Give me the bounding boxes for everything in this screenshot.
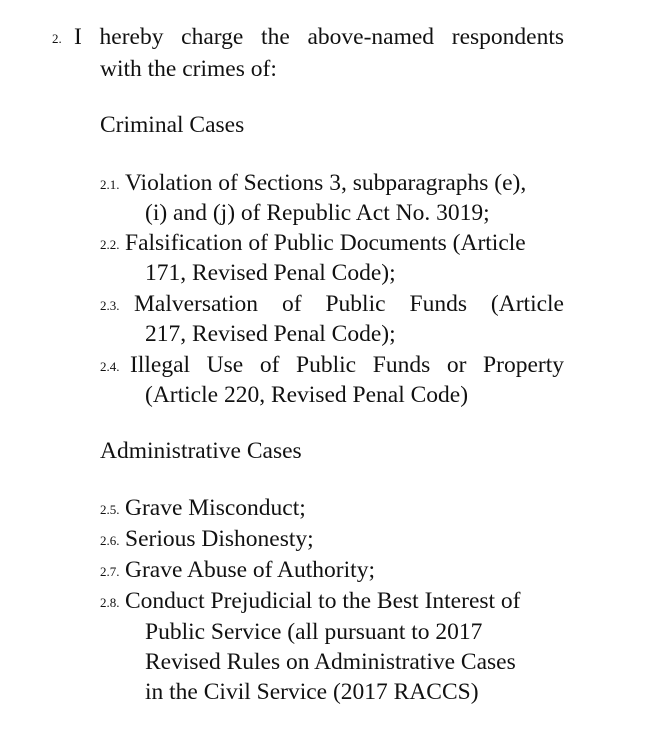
administrative-item-line: in the Civil Service (2017 RACCS) [145,679,479,705]
criminal-item-line: (Article 220, Revised Penal Code) [145,382,469,408]
criminal-item-line: Malversation of Public Funds (Article [134,291,564,317]
criminal-item-line: Illegal Use of Public Funds or Property [130,352,564,378]
administrative-item-line: Revised Rules on Administrative Cases [145,649,516,675]
paragraph-intro-line-2: with the crimes of: [100,56,277,82]
item-number: 2.3. [100,298,120,313]
item-number: 2.7. [100,564,120,579]
paragraph-intro-line-1: I hereby charge the above-named respondents [74,24,564,50]
administrative-item-line: Conduct Prejudicial to the Best Interest of [125,588,521,614]
criminal-item-line: (i) and (j) of Republic Act No. 3019; [145,200,490,226]
administrative-item-line: Public Service (all pursuant to 2017 [145,619,483,645]
item-number: 2.5. [100,502,120,517]
item-number: 2.4. [100,359,120,374]
criminal-item-line: 171, Revised Penal Code); [145,260,396,286]
item-number: 2.2. [100,237,120,252]
administrative-item-line: Grave Abuse of Authority; [125,557,375,583]
item-number: 2.8. [100,595,120,610]
criminal-item-line: 217, Revised Penal Code); [145,321,396,347]
paragraph-number: 2. [52,31,62,46]
criminal-cases-heading: Criminal Cases [100,112,245,138]
item-number: 2.6. [100,533,120,548]
administrative-cases-heading: Administrative Cases [100,438,302,464]
item-number: 2.1. [100,177,120,192]
criminal-item-line: Falsification of Public Documents (Article [125,230,526,256]
criminal-item-line: Violation of Sections 3, subparagraphs (e), [125,170,527,196]
administrative-item-line: Grave Misconduct; [125,495,306,521]
administrative-item-line: Serious Dishonesty; [125,526,314,552]
